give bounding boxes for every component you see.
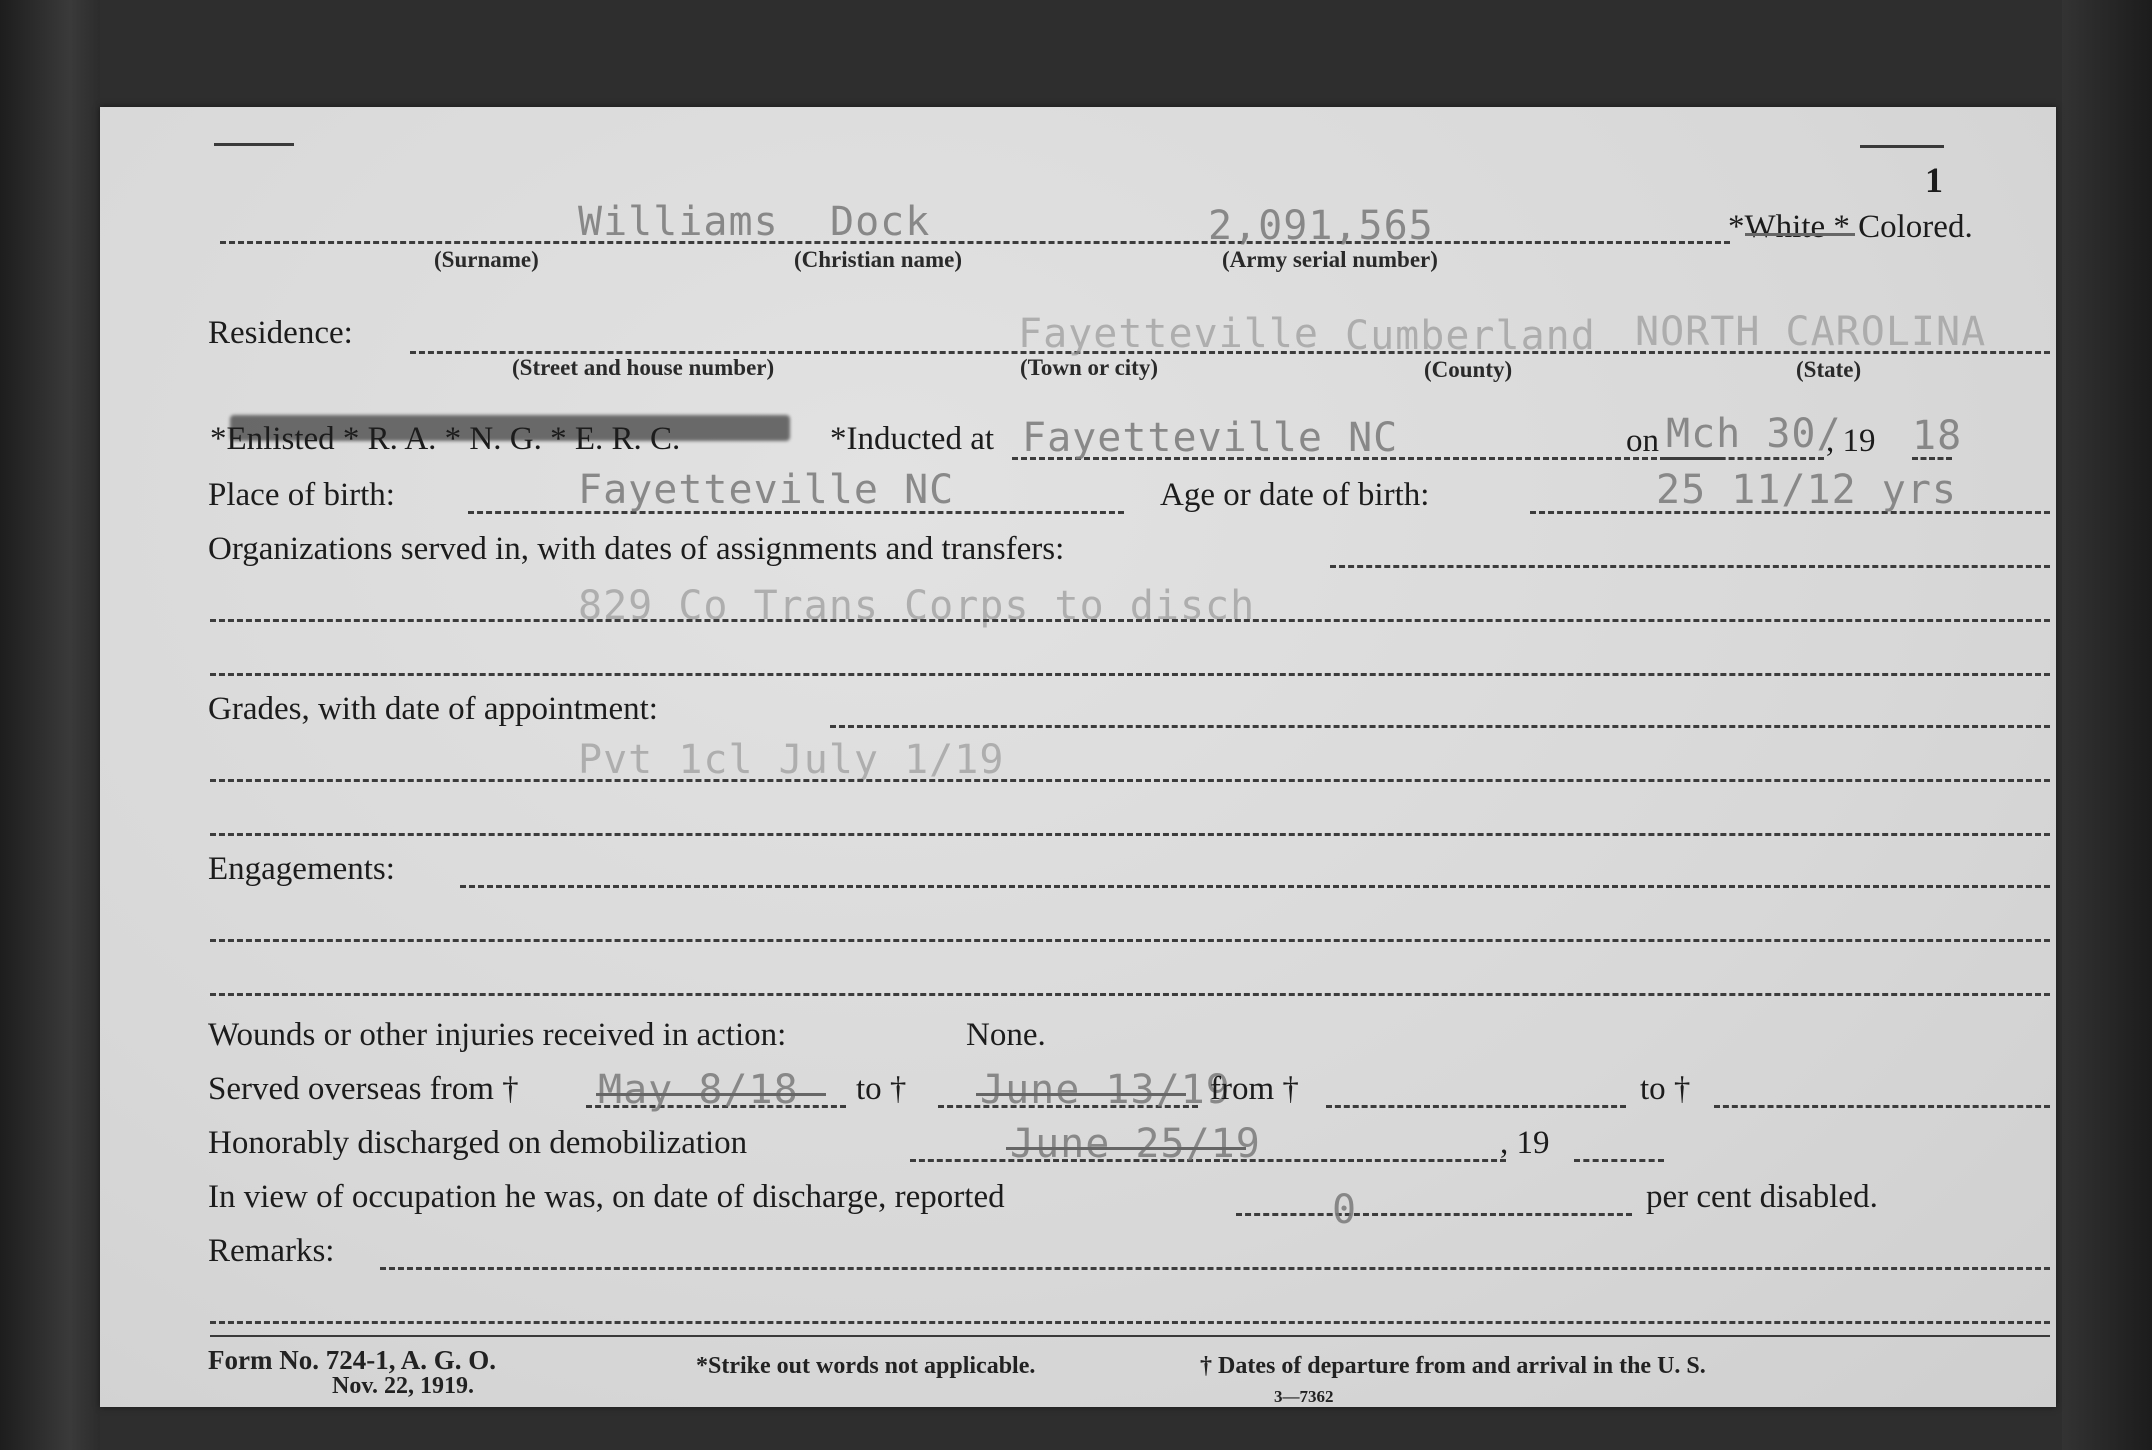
organizations-line-2 [210,619,2050,622]
remarks-line-2 [210,1321,2050,1324]
birth-place-label: Place of birth: [208,477,395,513]
residence-town-value: Fayetteville [1018,311,1319,357]
remarks-label: Remarks: [208,1233,335,1269]
strike-note: *Strike out words not applicable. [696,1353,1036,1379]
form-number: Form No. 724-1, A. G. O. [208,1345,496,1375]
overseas-label: Served overseas from † [208,1071,519,1107]
white-strikeout [1745,233,1855,236]
wounds-label: Wounds or other injuries received in action: [208,1017,787,1053]
footer-rule [210,1335,2050,1337]
enlistment-options: *Enlisted * R. A. * N. G. * E. R. C. [210,421,681,457]
organizations-line-1 [1330,565,2050,568]
form-date: Nov. 22, 1919. [332,1373,475,1399]
discharge-date-value: June 25/19 [1010,1121,1261,1167]
christian-name-value: Dock [830,199,931,245]
disability-line [1236,1213,1632,1216]
discharge-label: Honorably discharged on demobilization [208,1125,748,1161]
disability-suffix: per cent disabled. [1646,1179,1878,1215]
grades-line-2 [210,779,2050,782]
induction-year-line [1912,457,1952,460]
wounds-value: None. [966,1017,1046,1053]
disability-label: In view of occupation he was, on date of discharge, reported [208,1179,1005,1215]
engagements-line-1 [460,885,2050,888]
age-value: 25 11/12 yrs [1656,467,1957,513]
overseas-to-strike [976,1093,1186,1096]
grades-line-1 [830,725,2050,728]
engagements-label: Engagements: [208,851,395,887]
induction-date-value: Mch 30/ [1666,411,1842,457]
birth-place-value: Fayetteville NC [578,467,955,513]
residence-county-value: Cumberland [1345,313,1596,359]
grades-line-3 [210,833,2050,836]
inducted-place-value: Fayetteville NC [1022,415,1399,461]
organizations-entry: 829 Co Trans Corps to disch [578,583,1256,629]
top-right-rule [1860,145,1944,148]
serial-number-caption: (Army serial number) [1222,247,1438,272]
overseas-to-label: to † [856,1071,907,1107]
age-label: Age or date of birth: [1160,477,1430,513]
overseas-from2-label: from † [1210,1071,1299,1107]
overseas-from-strike [596,1093,826,1096]
on-label: on [1626,423,1659,459]
organizations-line-3 [210,673,2050,676]
overseas-from2-line [1326,1105,1626,1108]
discharge-year-line [1574,1159,1664,1162]
card-number: 1 [1925,160,1943,200]
overseas-from-value: May 8/18 [598,1067,799,1113]
organizations-label: Organizations served in, with dates of assignments and transfers: [208,531,1065,567]
name-line [220,241,1730,244]
overseas-to2-line [1714,1105,2050,1108]
inducted-label: *Inducted at [830,421,995,457]
residence-state-value: NORTH CAROLINA [1635,309,1987,355]
induction-year-prefix: , 19 [1826,423,1876,459]
christian-name-caption: (Christian name) [794,247,963,272]
scan-border-left [0,0,100,1450]
induction-year-suffix: 18 [1912,413,1963,459]
residence-label: Residence: [208,315,353,351]
state-caption: (State) [1796,357,1862,382]
surname-value: Williams [578,199,779,245]
scan-border-right [2062,0,2152,1450]
grades-entry: Pvt 1cl July 1/19 [578,737,1005,783]
county-caption: (County) [1424,357,1513,382]
street-caption: (Street and house number) [512,355,775,380]
remarks-line-1 [380,1267,2050,1270]
surname-caption: (Surname) [434,247,539,272]
grades-label: Grades, with date of appointment: [208,691,658,727]
induction-date-line [1666,457,1824,460]
discharge-date-strike [1006,1147,1246,1150]
serial-number-value: 2,091,565 [1208,203,1434,249]
disability-value: 0 [1332,1187,1358,1233]
service-record-card [100,107,2056,1407]
town-caption: (Town or city) [1020,355,1158,380]
overseas-to2-label: to † [1640,1071,1691,1107]
engagements-line-3 [210,993,2050,996]
discharge-year-label: , 19 [1500,1125,1550,1161]
race-options: *White * Colored. [1728,209,1973,245]
print-code: 3—7362 [1274,1387,1334,1406]
top-left-rule [214,143,294,146]
dates-note: † Dates of departure from and arrival in the U. S. [1200,1353,1706,1379]
engagements-line-2 [210,939,2050,942]
overseas-to-value: June 13/19 [980,1067,1231,1113]
